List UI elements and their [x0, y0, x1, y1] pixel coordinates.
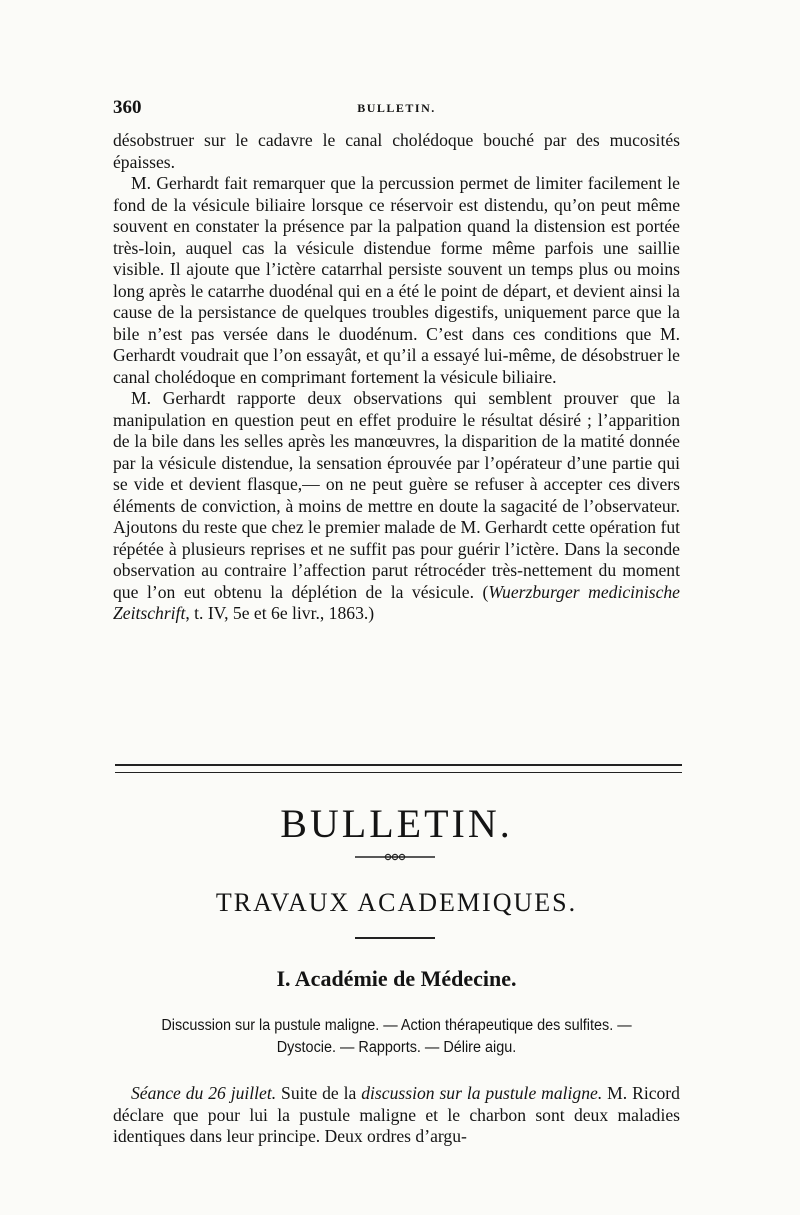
article-body: [113, 130, 680, 625]
session-rest: M. Ricord déclare que pour lui la pustule maligne et le charbon sont deux maladies identiques dans leur principe. Deux ordres d’argu-: [113, 1083, 680, 1146]
paragraph-2: M. Gerhardt fait remarquer que la percussion permet de limiter facilement le fond de la vésicule biliaire lorsque ce réservoir est distendu, qu’on peut même souvent en constater la présence par la palpation quand la distension est portée très-loin, auquel cas la vésicule distendue forme même parfois une saillie visible. Il ajoute que l’ictère catarrhal persiste souvent un temps plus ou moins long après le catarrhe duodénal qui en a été le point de départ, et devient ainsi la cause de la persistance de quelques troubles digestifs, uniquement parce que la bile n’est pas versée dans le duodénum. C’est dans ces conditions que M. Gerhardt voudrait que l’on essayât, et qu’il a essayé lui-même, de désobstruer le canal cholédoque en comprimant fortement la vésicule biliaire.: [113, 173, 680, 387]
citation-details: , t. IV, 5e et 6e livr., 1863.): [185, 603, 375, 623]
session-date: Séance du 26 juillet.: [131, 1083, 277, 1103]
academy-heading: I. Académie de Médecine.: [276, 966, 517, 991]
paragraph-3-text: M. Gerhardt rapporte deux observations qui semblent prouver que la manipulation en question peut en effet produire le résultat désiré ; l’apparition de la bile dans les selles après les manœuvres, la disparition de la matité donnée par la vésicule distendue, la sensation éprouvée par l’opérateur d’une partie qui se vide et devient flasque,— on ne peut guère se refuser à accepter ces divers éléments de conviction, à moins de mettre en doute la sagacité de l’observateur. Ajoutons du reste que chez le premier malade de M. Gerhardt cette opération fut répétée à plusieurs reprises et ne suffit pas pour guérir l’ictère. Dans la seconde observation au contraire l’affection parut rétrocéder très-nettement du moment que l’on eut obtenu la déplétion de la vésicule. (: [113, 388, 680, 602]
journal-citation: Wuerzburger medicinische Zeitschrift: [113, 581, 680, 623]
section-divider: [115, 764, 682, 773]
page-number: 360: [113, 97, 142, 118]
session-summary: Discussion sur la pustule maligne. — Action thérapeutique des sulfites. — Dystocie. — Rapports. — Délire aigu.: [161, 1017, 632, 1056]
section-title: BULLETIN.: [280, 801, 513, 846]
paragraph-1: désobstruer sur le cadavre le canal cholédoque bouché par des mucosités épaisses.: [113, 130, 680, 172]
paragraph-3: [113, 388, 680, 625]
session-topic: discussion sur la pustule maligne.: [361, 1083, 603, 1103]
session-paragraph: [113, 1083, 680, 1148]
session-text: [113, 1083, 680, 1148]
session-mid: Suite de la: [276, 1083, 362, 1103]
short-rule: [355, 937, 435, 939]
ornament-divider: [355, 853, 435, 861]
subsection-title: TRAVAUX ACADEMIQUES.: [215, 888, 578, 917]
running-head: BULLETIN.: [357, 101, 436, 115]
page-header: [113, 97, 680, 121]
